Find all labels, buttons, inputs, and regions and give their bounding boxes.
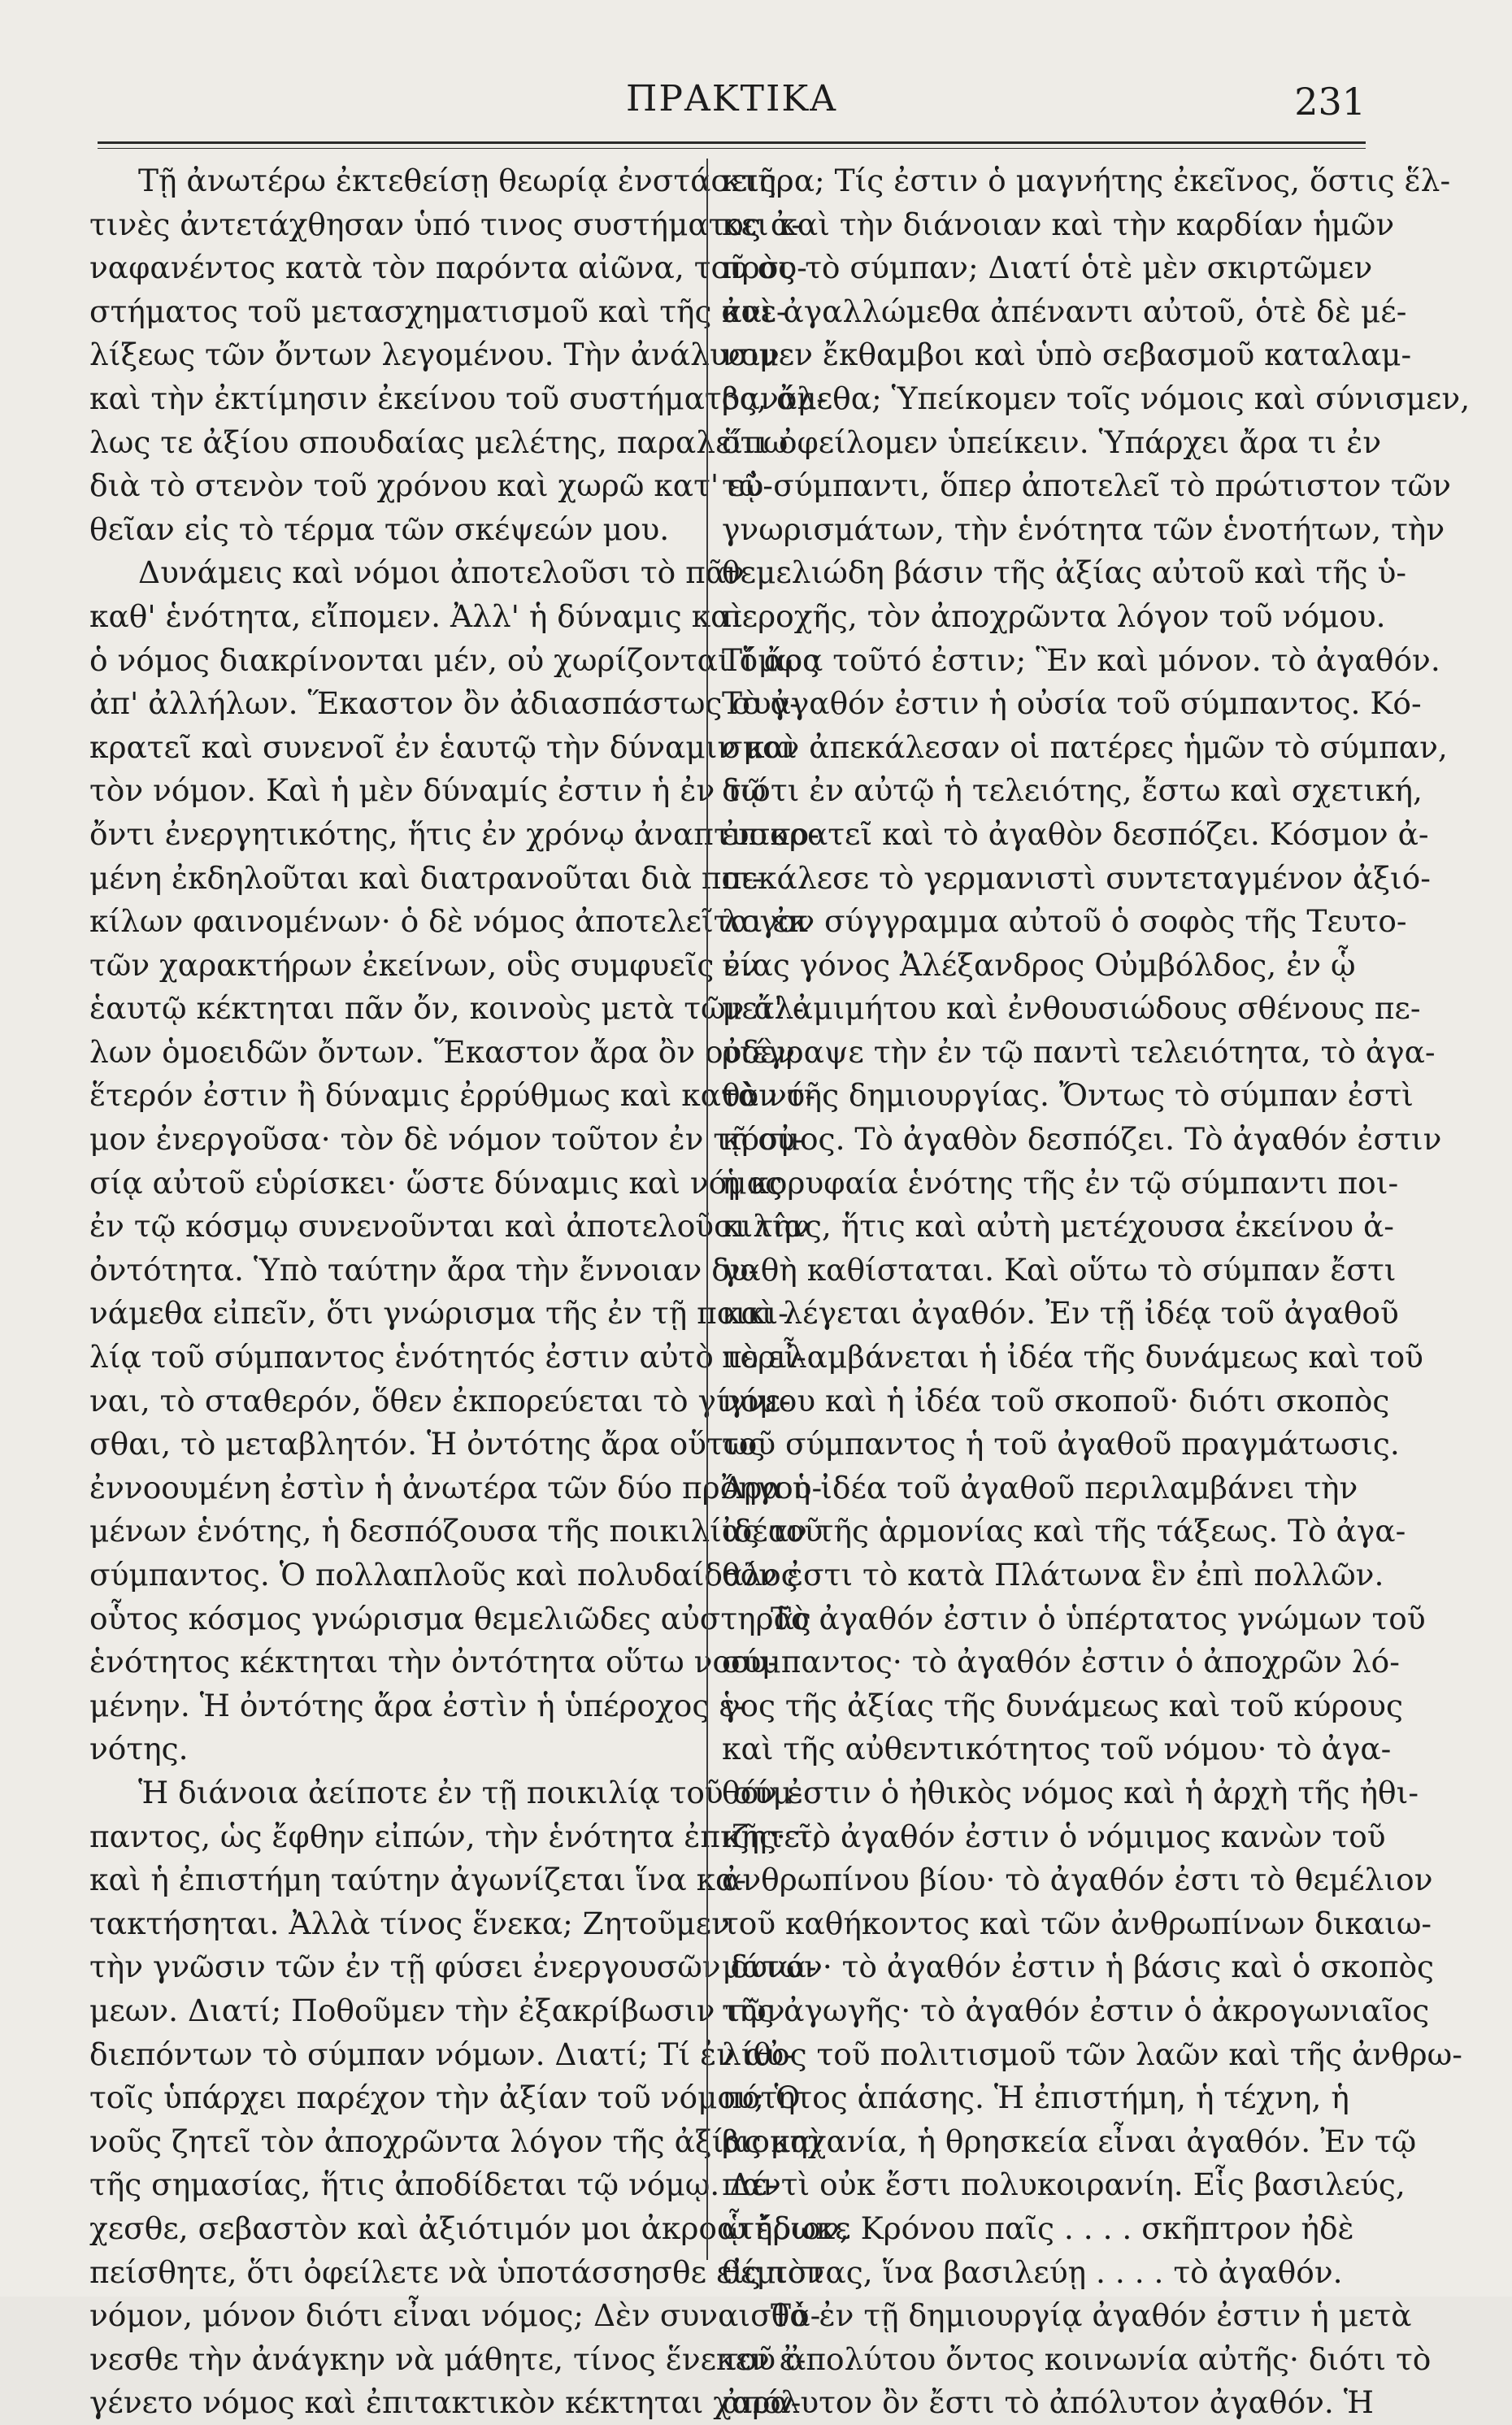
text-line: ἑνότητος κέκτηται τὴν ὀντότητα οὕτω νοου- [89,1644,779,1680]
text-line: νοῦς ζητεῖ τὸν ἀποχρῶντα λόγον τῆς ἀξίας καὶ [89,2123,823,2159]
text-line: Τὸ ἀγαθόν ἐστιν ὁ ὑπέρτατος γνώμων τοῦ [771,1600,1426,1636]
text-line: νότης. [89,1731,189,1767]
text-line: θόν ἐστιν ὁ ἠθικὸς νόμος καὶ ἡ ἀρχὴ τῆς ἠθι- [722,1774,1419,1810]
text-line: γένετο νόμος καὶ ἐπιτακτικὸν κέκτηται χαρα- [89,2384,802,2421]
text-line: ἐν τῷ κόσμῳ συνενοῦνται καὶ ἀποτελοῦσι τὴν [89,1208,810,1245]
text-line: θὸν τῆς δημιουργίας. Ὄντως τὸ σύμπαν ἐστὶ [722,1077,1414,1114]
text-line: Δυνάμεις καὶ νόμοι ἀποτελοῦσι τὸ πᾶν [138,554,745,591]
text-line: κῆς· τὸ ἀγαθόν ἐστιν ὁ νόμιμος κανὼν τοῦ [722,1818,1386,1854]
text-line: πρὸς τὸ σύμπαν; Διατί ὁτὲ μὲν σκιρτῶμεν [722,250,1373,286]
text-line: μένη ἐκδηλοῦται καὶ διατρανοῦται διὰ ποι- [89,859,763,896]
text-line: μον ἐνεργοῦσα· τὸν δὲ νόμον τοῦτον ἐν τῇ οὐ- [89,1121,806,1158]
text-line: ναφανέντος κατὰ τὸν παρόντα αἰῶνα, τοῦ συ- [89,250,807,286]
text-line: καὶ τῆς αὐθεντικότητος τοῦ νόμου· τὸ ἀγα- [722,1731,1392,1767]
text-line: γος τῆς ἀξίας τῆς δυνάμεως καὶ τοῦ κύρους [722,1687,1403,1723]
text-line: ἀπόλυτον ὂν ἔστι τὸ ἀπόλυτον ἀγαθόν. Ἡ [722,2384,1374,2421]
text-line: πείσθητε, ὅτι ὀφείλετε νὰ ὑποτάσσησθε εἰς τὸν [89,2253,825,2290]
text-line: ἀνθρωπίνου βίου· τὸ ἀγαθόν ἐστι τὸ θεμέλιον [722,1862,1433,1898]
text-line: περιλαμβάνεται ἡ ἰδέα τῆς δυνάμεως καὶ τοῦ [722,1339,1423,1375]
text-line: οὗτος κόσμος γνώρισμα θεμελιῶδες αὐστηρᾶς [89,1600,811,1636]
text-line: νόμον, μόνον διότι εἶναι νόμος; Δὲν συναισθά- [89,2297,821,2334]
text-line: χεσθε, σεβαστὸν καὶ ἀξιότιμόν μοι ἀκροατήριον, [89,2210,849,2246]
text-line: σθαι, τὸ μεταβλητόν. Ἡ ὀντότης ἄρα οὕτως [89,1426,766,1462]
text-line: τοῦ καθήκοντος καὶ τῶν ἀνθρωπίνων δικαιω- [722,1905,1432,1941]
text-line: τῷ σύμπαντι, ὅπερ ἀποτελεῖ τὸ πρώτιστον τῶν [722,467,1451,504]
text-line: κόσμος. Τὸ ἀγαθὸν δεσπόζει. Τὸ ἀγαθόν ἐστιν [722,1121,1442,1158]
text-line: ριέγραψε τὴν ἐν τῷ παντὶ τελειότητα, τὸ ἀγα- [722,1033,1436,1070]
text-line: μάτων· τὸ ἀγαθόν ἐστιν ἡ βάσις καὶ ὁ σκοπὸς [722,1949,1435,1985]
text-line: Τί ἄρα τοῦτό ἐστιν; Ἓν καὶ μόνον. τὸ ἀγαθόν. [722,641,1440,678]
text-line: τινὲς ἀντετάχθησαν ὑπό τινος συστήματος ἀ- [89,206,802,242]
text-line: ἐννοουμένη ἐστὶν ἡ ἀνωτέρα τῶν δύο προηγου- [89,1469,823,1506]
text-line: ἐπικρατεῖ καὶ τὸ ἀγαθὸν δεσπόζει. Κόσμον ἀ- [722,815,1429,852]
text-line: Τῇ ἀνωτέρω ἐκτεθείσῃ θεωρίᾳ ἐνστάσεις [138,163,777,198]
right-column [722,159,1471,2421]
text-line: ὄντι ἐνεργητικότης, ἥτις ἐν χρόνῳ ἀναπτυσσο- [89,815,819,852]
text-line: μένων ἑνότης, ἡ δεσπόζουσα τῆς ποικιλίας τοῦ [89,1513,823,1549]
text-line: θεῖαν εἰς τὸ τέρμα τῶν σκέψεών μου. [89,511,670,547]
text-line: στήματος τοῦ μετασχηματισμοῦ καὶ τῆς ἀνε- [89,293,787,329]
text-line: τοῦ σύμπαντος ἡ τοῦ ἀγαθοῦ πραγμάτωσις. [722,1426,1400,1462]
text-line: καὶ ἀγαλλώμεθα ἀπέναντι αὐτοῦ, ὁτὲ δὲ μέ- [722,293,1407,329]
text-line: ὁ νόμος διακρίνονται μέν, οὐ χωρίζονται ὅμως [89,641,820,678]
text-line: διότι ἐν αὐτῷ ἡ τελειότης, ἔστω καὶ σχετική, [722,772,1423,809]
header-rule-thin [98,148,1366,149]
text-line: τακτήσηται. Ἀλλὰ τίνος ἕνεκα; Ζητοῦμεν [89,1905,730,1941]
text-line: κρατεῖ καὶ συνενοῖ ἐν ἑαυτῷ τὴν δύναμιν καὶ [89,728,797,765]
text-line: τῶν χαρακτήρων ἐκείνων, οὓς συμφυεῖς ἐν [89,946,759,983]
text-line: Τὸ ἀγαθόν ἐστιν ἡ οὐσία τοῦ σύμπαντος. Κό- [722,685,1422,722]
text-line: καὶ ἡ ἐπιστήμη ταύτην ἀγωνίζεται ἵνα κα- [89,1862,747,1898]
text-line: τοῦ ἀπολύτου ὄντος κοινωνία αὐτῆς· διότι τὸ [722,2340,1432,2377]
page-number: 231 [1294,80,1366,124]
header-rule [98,141,1366,144]
text-line: διεπόντων τὸ σύμπαν νόμων. Διατί; Τί ἐν αὐ- [89,2036,794,2072]
text-line: μετ' ἀμιμήτου καὶ ἐνθουσιώδους σθένους πε- [722,990,1421,1027]
text-line: νομεν ἔκθαμβοι καὶ ὑπὸ σεβασμοῦ καταλαμ- [722,337,1412,373]
text-line: τῆς ἀγωγῆς· τὸ ἀγαθόν ἐστιν ὁ ἀκρογωνιαῖος [722,1992,1430,2028]
text-line: τοῖς ὑπάρχει παρέχον τὴν ἀξίαν τοῦ νόμου; Ὁ [89,2080,801,2116]
column-divider [706,159,708,2260]
text-line: βανόμεθα; Ὑπείκομεν τοῖς νόμοις καὶ σύνισμεν, [722,380,1471,416]
text-line: παντος, ὡς ἔφθην εἰπών, τὴν ἑνότητα ἐπιζητεῖ, [89,1818,822,1854]
text-line: λων ὁμοειδῶν ὄντων. Ἕκαστον ἄρα ὂν οὐδὲν [89,1033,795,1070]
text-line: λίξεως τῶν ὄντων λεγομένου. Τὴν ἀνάλυσιν [89,337,780,373]
text-line: Ἡ διάνοια ἀείποτε ἐν τῇ ποικιλίᾳ τοῦ σύμ- [138,1774,803,1810]
text-line: θέμιστας, ἵνα βασιλεύῃ . . . . τὸ ἀγαθόν. [722,2253,1343,2290]
text-line: νεσθε τὴν ἀνάγκην νὰ μάθητε, τίνος ἕνεκεν ἐ- [89,2340,806,2377]
text-line: λίθος τοῦ πολιτισμοῦ τῶν λαῶν καὶ τῆς ἀνθρω- [722,2036,1462,2072]
text-line: καθ' ἑνότητα, εἴπομεν. Ἀλλ' ἡ δύναμις καὶ [89,598,744,634]
text-line: γαθὴ καθίσταται. Καὶ οὕτω τὸ σύμπαν ἔστι [722,1251,1397,1288]
text-line: Τὸ ἐν τῇ δημιουργίᾳ ἀγαθόν ἐστιν ἡ μετὰ [771,2297,1412,2334]
text-line: καὶ λέγεται ἀγαθόν. Ἐν τῇ ἰδέᾳ τοῦ ἀγαθοῦ [722,1295,1399,1332]
text-line: νάμεθα εἰπεῖν, ὅτι γνώρισμα τῆς ἐν τῇ ποικι- [89,1295,789,1332]
text-line: νίας γόνος Ἀλέξανδρος Οὐμβόλδος, ἐν ᾧ [722,946,1356,983]
left-column [89,159,849,2421]
page-header [98,78,1366,127]
text-line: μένην. Ἡ ὀντότης ἄρα ἐστὶν ἡ ὑπέροχος ἑ- [89,1687,746,1723]
text-line: λως τε ἀξίου σπουδαίας μελέτης, παραλείπω [89,424,789,460]
text-line: σύμπαντος. Ὁ πολλαπλοῦς καὶ πολυδαίδαλος [89,1557,798,1593]
text-line: σύμπαντος· τὸ ἀγαθόν ἐστιν ὁ ἀποχρῶν λό- [722,1644,1400,1680]
text-line: θόν ἐστι τὸ κατὰ Πλάτωνα ἓν ἐπὶ πολλῶν. [722,1557,1384,1593]
text-line: κιλίας, ἥτις καὶ αὐτὴ μετέχουσα ἐκείνου ἀ- [722,1208,1394,1245]
text-line: πότητος ἁπάσης. Ἡ ἐπιστήμη, ἡ τέχνη, ἡ [722,2080,1349,2116]
text-line: ὅτι ὀφείλομεν ὑπείκειν. Ὑπάρχει ἄρα τι ἐν [722,424,1382,460]
text-line: νόμου καὶ ἡ ἰδέα τοῦ σκοποῦ· διότι σκοπὸς [722,1382,1390,1419]
text-line: βιομηχανία, ἡ θρησκεία εἶναι ἀγαθόν. Ἐν τῷ [722,2123,1417,2159]
text-line: γνωρισμάτων, τὴν ἑνότητα τῶν ἑνοτήτων, τὴν [722,511,1445,547]
text-line: ἰδέαν τῆς ἁρμονίας καὶ τῆς τάξεως. Τὸ ἀγα- [722,1513,1406,1549]
text-line: σίᾳ αὐτοῦ εὑρίσκει· ὥστε δύναμις καὶ νόμος [89,1164,783,1201]
text-line: σμον ἀπεκάλεσαν οἱ πατέρες ἡμῶν τὸ σύμπαν, [722,728,1448,765]
text-line: ἕτερόν ἐστιν ἢ δύναμις ἐρρύθμως καὶ κατὰ νό- [89,1077,816,1114]
text-line: τὸν νόμον. Καὶ ἡ μὲν δύναμίς ἐστιν ἡ ἐν τῷ [89,772,767,809]
text-line: μεων. Διατί; Ποθοῦμεν τὴν ἐξακρίβωσιν τῶν [89,1992,785,2028]
text-line: θεμελιώδη βάσιν τῆς ἀξίας αὐτοῦ καὶ τῆς ὑ- [722,554,1407,591]
text-line: πεκάλεσε τὸ γερμανιστὶ συντεταγμένον ἀξιό- [722,859,1431,896]
text-line: καὶ τὴν ἐκτίμησιν ἐκείνου τοῦ συστήματος, ἄλ- [89,380,827,416]
text-line: Ἄρα ἡ ἰδέα τοῦ ἀγαθοῦ περιλαμβάνει τὴν [722,1469,1358,1506]
text-line: ᾧ ἔδωκε Κρόνου παῖς . . . . σκῆπτρον ἠδὲ [722,2210,1354,2246]
text-line: παντὶ οὐκ ἔστι πολυκοιρανίη. Εἷς βασιλεύς, [722,2166,1406,2203]
text-line: ἀπ' ἀλλήλων. Ἕκαστον ὂν ἀδιασπάστως συγ- [89,685,800,722]
text-line: λογον σύγγραμμα αὐτοῦ ὁ σοφὸς τῆς Τευτο- [722,903,1407,940]
text-line: κτῆρα; Τίς ἐστιν ὁ μαγνήτης ἐκεῖνος, ὅστις ἕλ- [722,163,1451,198]
text-line: ναι, τὸ σταθερόν, ὅθεν ἐκπορεύεται τὸ γίγνε- [89,1382,791,1419]
text-line: περοχῆς, τὸν ἀποχρῶντα λόγον τοῦ νόμου. [722,598,1386,634]
text-line: ὀντότητα. Ὑπὸ ταύτην ἄρα τὴν ἔννοιαν δυ- [89,1251,759,1288]
text-line: ἑαυτῷ κέκτηται πᾶν ὄν, κοινοὺς μετὰ τῶν ἄλ- [89,990,804,1027]
text-line: τῆς σημασίας, ἥτις ἀποδίδεται τῷ νόμῳ. Δέ- [89,2166,778,2203]
text-line: ἡ κορυφαία ἑνότης τῆς ἐν τῷ σύμπαντι ποι- [722,1164,1399,1201]
running-title: ΠΡΑΚΤΙΚΑ [626,78,837,120]
text-line: τὴν γνῶσιν τῶν ἐν τῇ φύσει ἐνεργουσῶν δυνά- [89,1949,817,1985]
text-line: διὰ τὸ στενὸν τοῦ χρόνου καὶ χωρῶ κατ' εὐ- [89,467,773,504]
text-line: κίλων φαινομένων· ὁ δὲ νόμος ἀποτελεῖται ἐκ [89,903,808,940]
text-line: κει καὶ τὴν διάνοιαν καὶ τὴν καρδίαν ἡμῶν [722,206,1395,242]
text-line: λίᾳ τοῦ σύμπαντος ἑνότητός ἐστιν αὐτὸ τὸ εἶ- [89,1339,806,1375]
